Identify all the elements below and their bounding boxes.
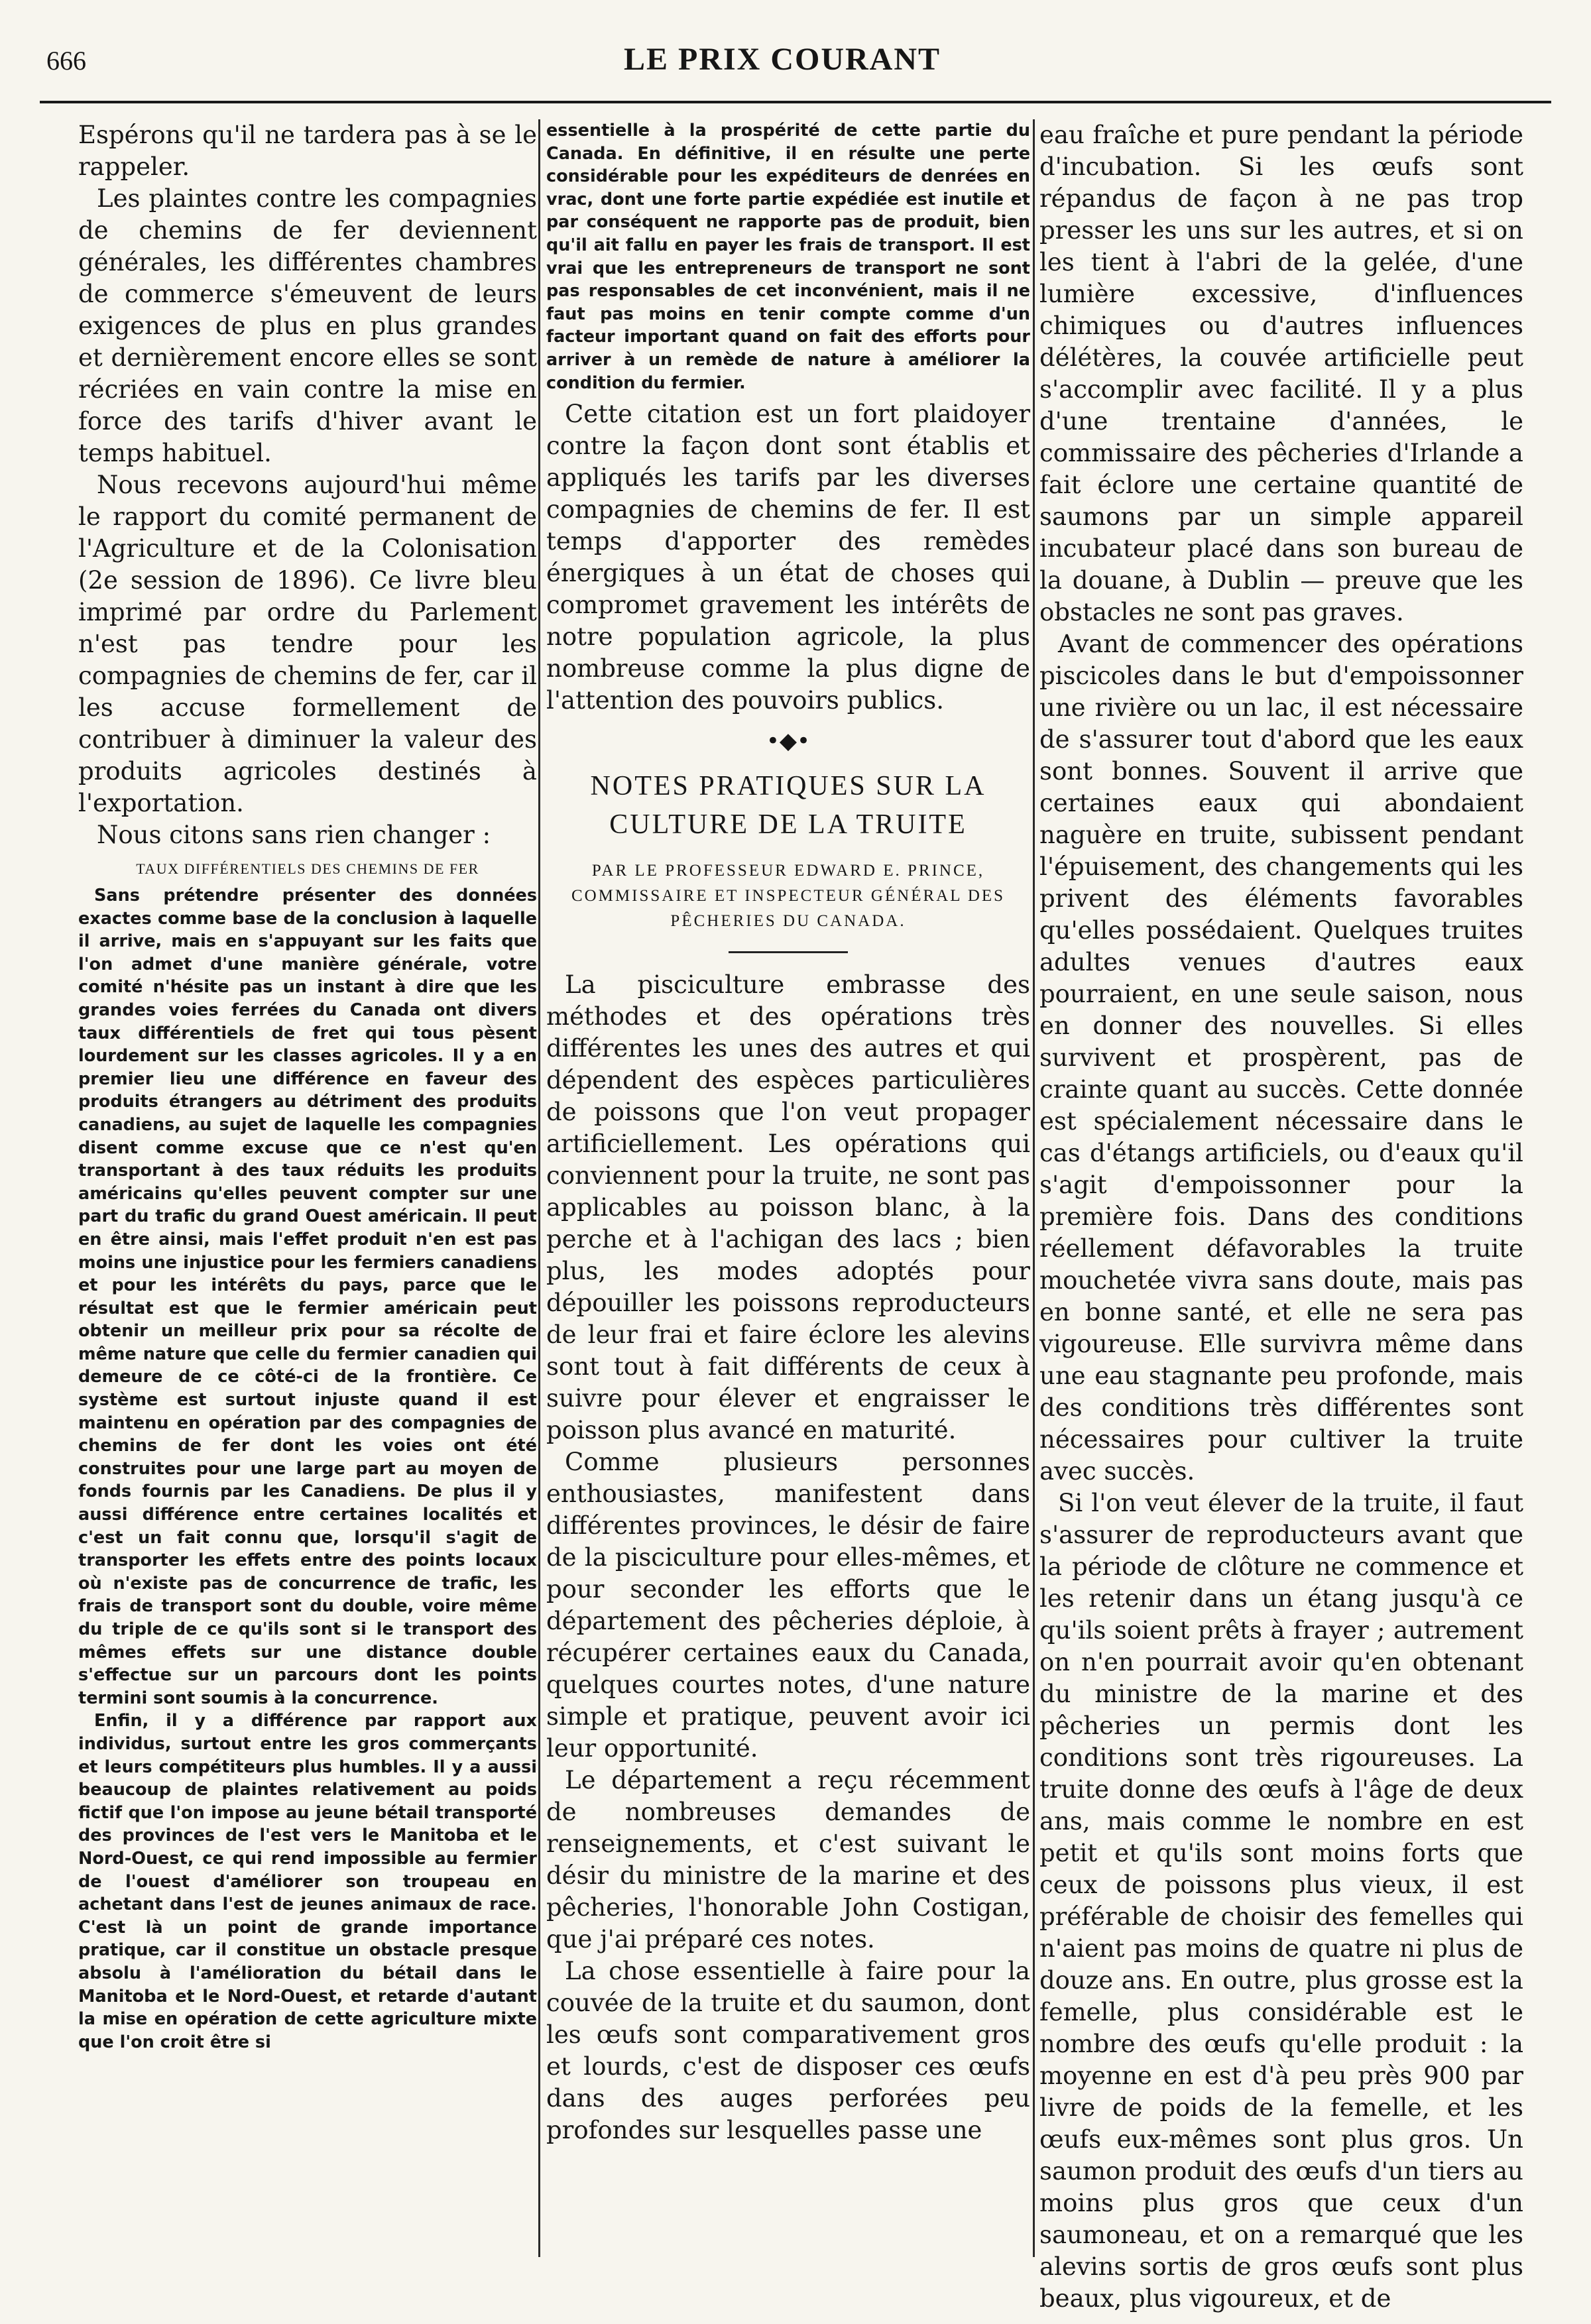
paragraph: La pisciculture embrasse des méthodes et des opérations très différentes les unes des autres et qui dépendent des espèces particulières de poissons que l'on veut propager artificiellement. Les opérations qui conviennent pour la truite, ne sont pas applicables au poisson blanc, à la perche et à l'achigan des lacs ; bien plus, les modes adoptés pour dépouiller les poissons reproducteurs de leur frai et faire éclore les alevins sont tout à fait différents de ceux à suivre pour élever et engraisser le poisson plus avancé en maturité. — [546, 970, 1030, 1445]
author-byline: PAR LE PROFESSEUR EDWARD E. PRINCE, COMMISSAIRE ET INSPECTEUR GÉNÉRAL DES PÊCHERIES DU CANADA. — [571, 862, 1006, 931]
byline-rule — [729, 951, 848, 953]
quote-paragraph: Sans prétendre présenter des données exactes comme base de la conclusion à laquelle il arrive, mais en s'appuyant sur les faits que l'on admet d'une manière générale, votre comité n'hésite pas un instant à dire que les grandes voies ferrées du Canada ont divers taux différentiels de fret qui tous pèsent lourdement sur les classes agricoles. Il y a en premier lieu une différence en faveur des produits étrangers au détriment des produits canadiens, au sujet de laquelle les compagnies disent comme excuse que ce n'est qu'en transportant à des taux réduits les produits américains qu'elles peuvent compter sur une part du trafic du grand Ouest américain. Il peut en être ainsi, mais l'effet produit n'en est pas moins une injustice pour les fermiers canadiens et pour les intérêts du pays, parce que le résultat est que le fermier américain peut obtenir un meilleur prix pour sa récolte de même nature que celle du fermier canadien qui demeure de ce côté-ci de la frontière. Ce système est surtout injuste quand il est maintenu en opération par des compagnies de chemins de fer dont les voies ont été construites pour une large part au moyen de fonds fournis par les Canadiens. De plus il y aussi différence entre certaines localités et c'est un fait connu que, lorsqu'il s'agit de transporter les effets entre des points locaux où n'existe pas de concurrence de trafic, les frais de transport sont du double, voire même du triple de ce qu'ils sont si le transport des mêmes effets sur une distance double s'effectue sur un parcours dont les points termini sont soumis à la concurrence. — [78, 886, 537, 1708]
quoted-report-continued — [546, 119, 1030, 394]
running-title: LE PRIX COURANT — [623, 42, 941, 77]
paragraph: Les plaintes contre les compagnies de chemins de fer deviennent générales, les différentes chambres de commerce s'émeuvent de leurs exigences de plus en plus grandes et dernièrement encore elles se sont récriées en vain contre la mise en force des tarifs d'hiver avant le temps habituel. — [78, 184, 537, 467]
quote-heading: TAUX DIFFÉRENTIELS DES CHEMINS DE FER — [136, 860, 479, 877]
article-body — [546, 969, 1030, 2146]
header-rule — [40, 101, 1551, 103]
section-title: NOTES PRATIQUES SUR LA CULTURE DE LA TRUITE — [590, 771, 986, 841]
paragraph: Nous recevons aujourd'hui même le rapport du comité permanent de l'Agriculture et de la Colonisation (2e session de 1896). Ce livre bleu imprimé par ordre du Parlement n'est pas tendre pour les compagnies de chemins de fer, car il les accuse formellement de contribuer à diminuer la valeur des produits agricoles destinés à l'exportation. — [78, 471, 537, 817]
column-1-body — [78, 119, 537, 851]
page-number: 666 — [46, 46, 86, 76]
column-2-body — [546, 398, 1030, 717]
paragraph: eau fraîche et pure pendant la période d'incubation. Si les œufs sont répandus de façon à ne pas trop presser les uns sur les autres, et si on les tient à l'abri de la gelée, d'une lumière excessive, d'influences chimiques ou d'autres influences délétères, la couvée artificielle peut s'accomplir avec facilité. Il y a plus d'une trentaine d'années, le commissaire des pêcheries d'Irlande a fait éclore une certaine quantité de saumons par un simple appareil incubateur placé dans son bureau de la douane, à Dublin — preuve que les obstacles ne sont pas graves. — [1039, 121, 1523, 626]
paragraph: Espérons qu'il ne tardera pas à se le rappeler. — [78, 121, 537, 181]
quote-paragraph: essentielle à la prospérité de cette partie du Canada. En définitive, il en résulte une perte considérable pour les expéditeurs de denrées en vrac, dont une forte partie expédiée est inutile et par conséquent ne rapporte pas de produit, bien qu'il ait fallu en payer les frais de transport. Il est vrai que les entrepreneurs de transport ne sont pas responsables de cet inconvénient, mais il ne faut pas moins en tenir compte comme d'un facteur important quand on fait des efforts pour arriver à un remède de nature à améliorer la condition du fermier. — [546, 121, 1030, 393]
column-3-body — [1039, 119, 1523, 2315]
paragraph: Avant de commencer des opérations piscicoles dans le but d'empoissonner une rivière ou un lac, il est nécessaire de s'assurer tout d'abord que les eaux sont bonnes. Souvent il arrive que certaines eaux qui abondaient naguère en truite, subissent pendant l'épuisement, des changements qui les privent des éléments favorables qu'elles possédaient. Quelques truites adultes venues d'autres eaux pourraient, en une seule saison, nous en donner des nouvelles. Si elles survivent et prospèrent, pas de crainte quant au succès. Cette donnée est spécialement nécessaire dans le cas d'étangs artificiels, ou d'eaux qu'il s'agit d'empoissonner pour la première fois. Dans des conditions réellement défavorables la truite mouchetée vivra sans doute, mais pas en bonne santé, et elle ne sera pas vigoureuse. Elle survivra même dans une eau stagnante peu profonde, mais des conditions très différentes sont nécessaires pour cultiver la truite avec succès. — [1039, 630, 1523, 1485]
paragraph: Comme plusieurs personnes enthousiastes, manifestent dans différentes provinces, le désir de faire de la pisciculture pour elles-mêmes, et pour seconder les efforts que le département des pêcheries déploie, à récupérer certaines eaux du Canada, quelques courtes notes, d'une nature simple et pratique, peuvent avoir ici leur opportunité. — [546, 1448, 1030, 1763]
quote-paragraph: Enfin, il y a différence par rapport aux individus, surtout entre les gros commerçants et leurs compétiteurs plus humbles. Il y a aussi beaucoup de plaintes relativement au poids fictif que l'on impose au jeune bétail transporté des provinces de l'est vers le Manitoba et le Nord-Ouest, ce qui rend impossible au fermier de l'ouest d'améliorer son troupeau en achetant dans l'est de jeunes animaux de race. C'est là un point de grande importance pratique, car il constitue un obstacle presque absolu à l'amélioration du bétail dans le Manitoba et le Nord-Ouest, et retarde d'autant la mise en opération de cette agriculture mixte que l'on croit être si — [78, 1711, 537, 2052]
column-2 — [546, 119, 1030, 2260]
column-divider-2 — [1033, 119, 1035, 2257]
paragraph: Cette citation est un fort plaidoyer contre la façon dont sont établis et appliqués les tarifs par les diverses compagnies de chemins de fer. Il est temps d'apporter des remèdes énergiques à un état de choses qui compromet gravement les intérêts de notre population agricole, la plus nombreuse comme la plus digne de l'attention des pouvoirs publics. — [546, 400, 1030, 715]
paragraph: La chose essentielle à faire pour la couvée de la truite et du saumon, dont les œufs sont comparativement gros et lourds, c'est de disposer ces œufs dans des auges perforées peu profondes sur lesquelles passe une — [546, 1957, 1030, 2145]
column-1 — [78, 119, 537, 2260]
paragraph: Nous citons sans rien changer : — [97, 821, 491, 849]
column-divider-1 — [538, 119, 540, 2257]
section-ornament: •◆• — [766, 728, 811, 755]
paragraph: Si l'on veut élever de la truite, il faut s'assurer de reproducteurs avant que la période de clôture ne commence et les retenir dans un étang jusqu'à ce qu'ils soient prêts à frayer ; autrement on n'en pourrait avoir qu'en obtenant du ministre de la marine et des pêcheries un permis dont les conditions sont très rigoureuses. La truite donne des œufs à l'âge de deux ans, mais comme le nombre en est petit et qu'ils sont moins forts que ceux de poissons plus vieux, il est préférable de choisir des femelles qui n'aient pas moins de quatre ni plus de douze ans. En outre, plus grosse est la femelle, plus considérable est le nombre des œufs qu'elle produit : la moyenne en est d'à peu près 900 par livre de poids de la femelle, et les œufs eux-mêmes sont plus gros. Un saumon produit des œufs d'un tiers au moins plus gros que ceux d'un saumoneau, et on a remarqué que les alevins sortis de gros œufs sont plus beaux, plus vigoureux, et de — [1039, 1489, 1523, 2313]
page-header — [40, 41, 1525, 87]
paragraph: Le département a reçu récemment de nombreuses demandes de renseignements, et c'est suivant le désir du ministre de la marine et des pêcheries, l'honorable John Costigan, que j'ai préparé ces notes. — [546, 1766, 1030, 1954]
quoted-report — [78, 884, 537, 2054]
column-3 — [1039, 119, 1523, 2313]
